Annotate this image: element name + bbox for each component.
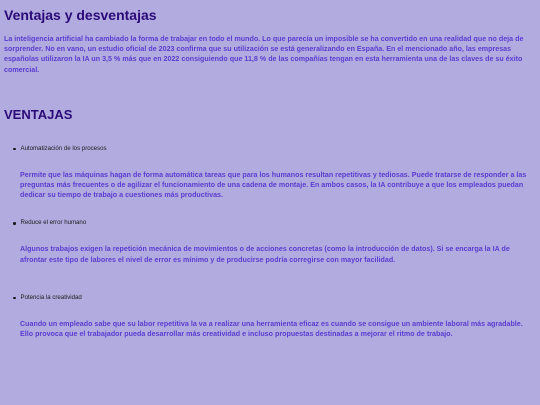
- advantage-description: Algunos trabajos exigen la repetición mecánica de movimientos o de acciones concretas (como la introducción de datos). Si se encarga la IA de afrontar este tipo de labores el nivel de error es mínimo y de producirse podría corregirse con mayor facilidad.: [20, 245, 510, 264]
- advantage-item: [4, 218, 536, 264]
- bullet-dot-icon: [13, 297, 16, 300]
- bullet-row: [13, 293, 536, 303]
- page-title: Ventajas y desventajas: [4, 7, 157, 23]
- advantage-item: [4, 144, 536, 201]
- ventajas-heading: VENTAJAS: [4, 106, 73, 122]
- advantage-item: [4, 293, 536, 339]
- advantage-label: Potencia la creatividad: [20, 293, 82, 301]
- advantage-description: Permite que las máquinas hagan de forma automática tareas que para los humanos resultan repetitivas y tediosas. Puede tratarse de responder a las preguntas más frecuentes o de agilizar el funcionamiento de una cadena de montaje. En ambos casos, la IA contribuye a que los empleados puedan dedicar su tiempo de trabajo a cuestiones más productivas.: [20, 170, 527, 200]
- bullet-dot-icon: [13, 148, 16, 151]
- advantage-label: Automatización de los procesos: [20, 144, 107, 152]
- bullet-row: [13, 144, 536, 154]
- bullet-row: [13, 218, 536, 228]
- bullet-dot-icon: [13, 222, 16, 225]
- advantage-label: Reduce el error humano: [20, 219, 87, 227]
- intro-paragraph: La inteligencia artificial ha cambiado la forma de trabajar en todo el mundo. Lo que parecía un imposible se ha convertido en una realidad que no deja de sorprender. No en vano, un estudio oficial de 2023 confirma que su utilización se está generalizando en España. En el mencionado año, las empresas españolas utilizaron la IA un 3,5 % más que en 2022 consiguiendo que 11,8 % de las compañías tengan en esta herramienta una de las claves de su éxito comercial.: [4, 35, 524, 74]
- advantage-description: Cuando un empleado sabe que su labor repetitiva la va a realizar una herramienta eficaz es cuando se consigue un ambiente laboral más agradable. Ello provoca que el trabajador pueda desarrollar más creatividad e incluso propuestas destinadas a mejorar el ritmo de trabajo.: [20, 319, 523, 339]
